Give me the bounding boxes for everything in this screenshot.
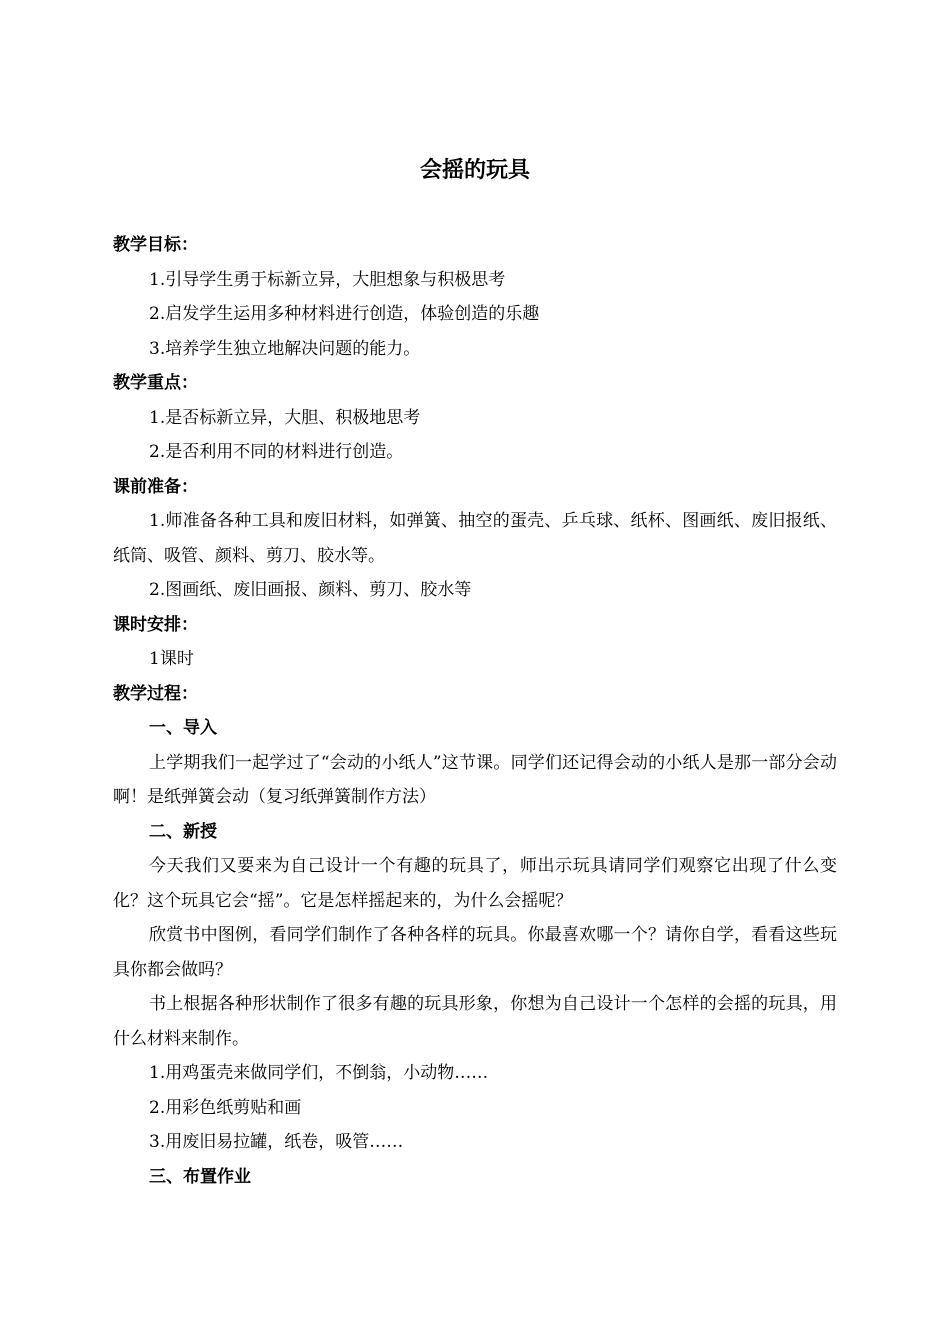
schedule-item: 1课时: [149, 649, 194, 669]
section-heading-focus: 教学重点：: [113, 373, 198, 393]
goal-item: 1.引导学生勇于标新立异，大胆想象与积极思考: [149, 269, 506, 290]
focus-item: 2.是否利用不同的材料进行创造。: [149, 442, 404, 462]
goal-item: 2.启发学生运用多种材料进行创造，体验创造的乐趣: [149, 304, 540, 324]
goal-item: 3.培养学生独立地解决问题的能力。: [149, 338, 421, 359]
section-heading-schedule: 课时安排：: [113, 614, 198, 635]
focus-item: 1.是否标新立异，大胆、积极地思考: [149, 407, 421, 428]
prep-item: 2.图画纸、废旧画报、颜料、剪刀、胶水等: [149, 580, 472, 600]
process-part2-item: 3.用废旧易拉罐，纸卷，吸管……: [149, 1132, 404, 1152]
process-part1-paragraph: 上学期我们一起学过了“会动的小纸人”这节课。同学们还记得会动的小纸人是那一部分会动啊！是纸弹簧会动（复习纸弹簧制作方法）: [113, 752, 837, 807]
process-part2-item: 2.用彩色纸剪贴和画: [149, 1097, 302, 1118]
process-part2-paragraph: 欣赏书中图例，看同学们制作了各种各样的玩具。你最喜欢哪一个？请你自学，看看这些玩具你都会做吗？: [113, 925, 837, 980]
document-body: [113, 228, 837, 1194]
process-part2-heading: 二、新授: [149, 821, 217, 842]
prep-item: 1.师准备各种工具和废旧材料，如弹簧、抽空的蛋壳、乒乓球、纸杯、图画纸、废旧报纸、纸筒、吸管、颜料、剪刀、胶水等。: [113, 511, 837, 566]
process-part1-heading: 一、导入: [149, 718, 217, 738]
section-heading-prep: 课前准备：: [113, 476, 198, 497]
process-part2-item: 1.用鸡蛋壳来做同学们，不倒翁，小动物……: [149, 1063, 489, 1083]
process-part2-paragraph: 今天我们又要来为自己设计一个有趣的玩具了，师出示玩具请同学们观察它出现了什么变化？这个玩具它会“摇”。它是怎样摇起来的，为什么会摇呢？: [113, 856, 837, 911]
process-part2-paragraph: 书上根据各种形状制作了很多有趣的玩具形象，你想为自己设计一个怎样的会摇的玩具，用什么材料来制作。: [113, 994, 837, 1049]
process-part3-heading: 三、布置作业: [149, 1166, 251, 1187]
section-heading-goals: 教学目标：: [113, 235, 198, 255]
section-heading-process: 教学过程：: [113, 683, 198, 704]
document-title: 会摇的玩具: [419, 158, 530, 183]
